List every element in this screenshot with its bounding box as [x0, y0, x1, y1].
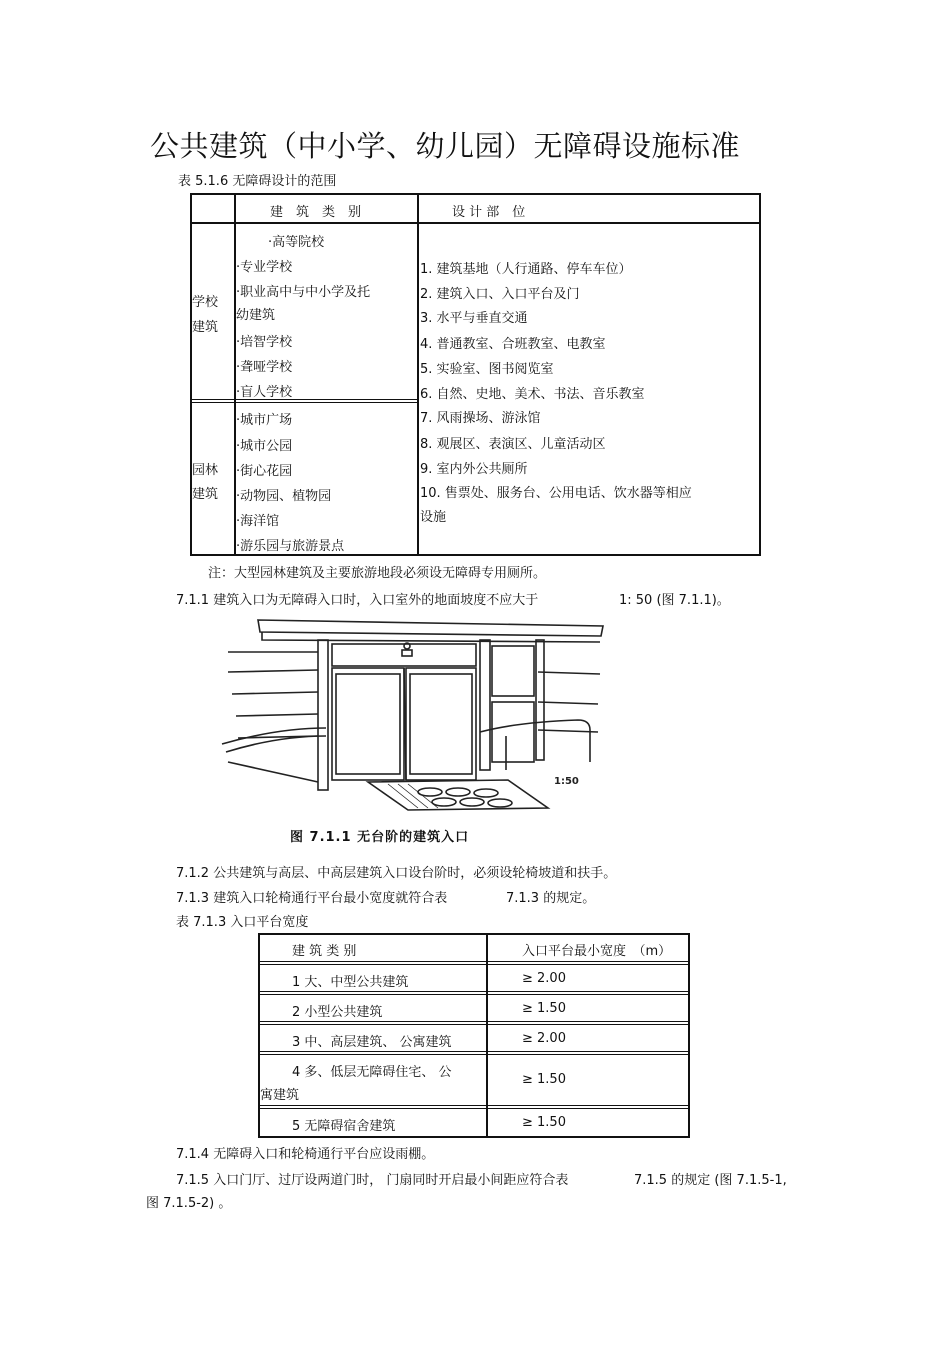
table-row-type: 4 多、低层无障碍住宅、 公	[292, 1065, 452, 1080]
platform-width-table	[258, 933, 690, 1138]
table-row-width: ≥ 2.00	[522, 1031, 566, 1046]
list-item: ·城市公园	[236, 439, 293, 454]
list-item: ·职业高中与中小学及托	[236, 285, 371, 300]
list-item: ·培智学校	[236, 335, 293, 350]
table-row-width: ≥ 1.50	[522, 1001, 566, 1016]
para-7-1-4: 7.1.4 无障碍入口和轮椅通行平台应设雨棚。	[176, 1147, 435, 1162]
table-row-type: 5 无障碍宿舍建筑	[292, 1119, 396, 1134]
list-item: ·高等院校	[268, 235, 325, 250]
table-row-type: 3 中、高层建筑、 公寓建筑	[292, 1035, 452, 1050]
design-part-item: 2. 建筑入口、入口平台及门	[420, 287, 580, 302]
table-row-type: 2 小型公共建筑	[292, 1005, 383, 1020]
header-building-type: 建 筑 类 别	[270, 205, 362, 220]
para-7-1-2: 7.1.2 公共建筑与高层、中高层建筑入口设台阶时，必须设轮椅坡道和扶手。	[176, 866, 617, 881]
design-part-item: 7. 风雨操场、游泳馆	[420, 411, 541, 426]
design-part-item: 8. 观展区、表演区、儿童活动区	[420, 437, 606, 452]
list-item: ·海洋馆	[236, 514, 280, 529]
figure-caption: 图 7.1.1 无台阶的建筑入口	[290, 830, 470, 845]
group-garden-label: 园林	[192, 463, 219, 478]
list-item: ·专业学校	[236, 260, 293, 275]
building-entrance-illustration	[218, 612, 608, 812]
design-part-item: 3. 水平与垂直交通	[420, 311, 528, 326]
para-7-1-3-ref: 7.1.3 的规定。	[506, 891, 596, 906]
header-design-part: 设 计 部 位	[452, 205, 526, 220]
table-row-type: 1 大、中型公共建筑	[292, 975, 409, 990]
table1-caption: 表 5.1.6 无障碍设计的范围	[178, 174, 337, 189]
list-item: 幼建筑	[236, 308, 276, 323]
table-row-type-cont: 寓建筑	[260, 1088, 300, 1103]
list-item: ·聋哑学校	[236, 360, 293, 375]
list-item: ·游乐园与旅游景点	[236, 539, 345, 554]
para-7-1-3: 7.1.3 建筑入口轮椅通行平台最小宽度就符合表	[176, 891, 448, 906]
table-row-width: ≥ 1.50	[522, 1115, 566, 1130]
design-part-item: 9. 室内外公共厕所	[420, 462, 528, 477]
para-7-1-5-ref: 7.1.5 的规定 (图 7.1.5-1,	[634, 1173, 787, 1188]
design-part-item: 6. 自然、史地、美术、书法、音乐教室	[420, 387, 645, 402]
list-item: ·动物园、植物园	[236, 489, 332, 504]
group-garden-label-2: 建筑	[192, 487, 219, 502]
list-item: ·街心花园	[236, 464, 293, 479]
design-part-item: 10. 售票处、服务台、公用电话、饮水器等相应	[420, 486, 692, 501]
design-part-item: 5. 实验室、图书阅览室	[420, 362, 554, 377]
header-building-type: 建 筑 类 别	[292, 944, 357, 959]
table-row-width: ≥ 2.00	[522, 971, 566, 986]
page-title: 公共建筑（中小学、幼儿园）无障碍设施标准	[150, 129, 741, 163]
group-school-label-2: 建筑	[192, 320, 219, 335]
design-part-item: 设施	[420, 510, 447, 525]
para-7-1-5: 7.1.5 入口门厅、过厅设两道门时， 门扇同时开启最小间距应符合表	[176, 1173, 569, 1188]
group-school-label: 学校	[192, 295, 219, 310]
list-item: ·城市广场	[236, 413, 293, 428]
header-min-width: 入口平台最小宽度 （m）	[522, 944, 672, 959]
para-7-1-5-cont: 图 7.1.5-2) 。	[146, 1196, 232, 1211]
para-7-1-1: 7.1.1 建筑入口为无障碍入口时，入口室外的地面坡度不应大于	[176, 593, 539, 608]
table2-caption: 表 7.1.3 入口平台宽度	[176, 915, 309, 930]
table-row-width: ≥ 1.50	[522, 1072, 566, 1087]
design-part-item: 1. 建筑基地（人行通路、停车车位）	[420, 262, 632, 277]
design-scope-table	[190, 193, 761, 556]
table1-note: 注：大型园林建筑及主要旅游地段必须设无障碍专用厕所。	[208, 566, 547, 581]
para-7-1-1-ratio: 1: 50 (图 7.1.1)。	[619, 593, 730, 608]
slope-label: 1:50	[554, 776, 579, 787]
list-item: ·盲人学校	[236, 385, 293, 400]
design-part-item: 4. 普通教室、合班教室、电教室	[420, 337, 606, 352]
